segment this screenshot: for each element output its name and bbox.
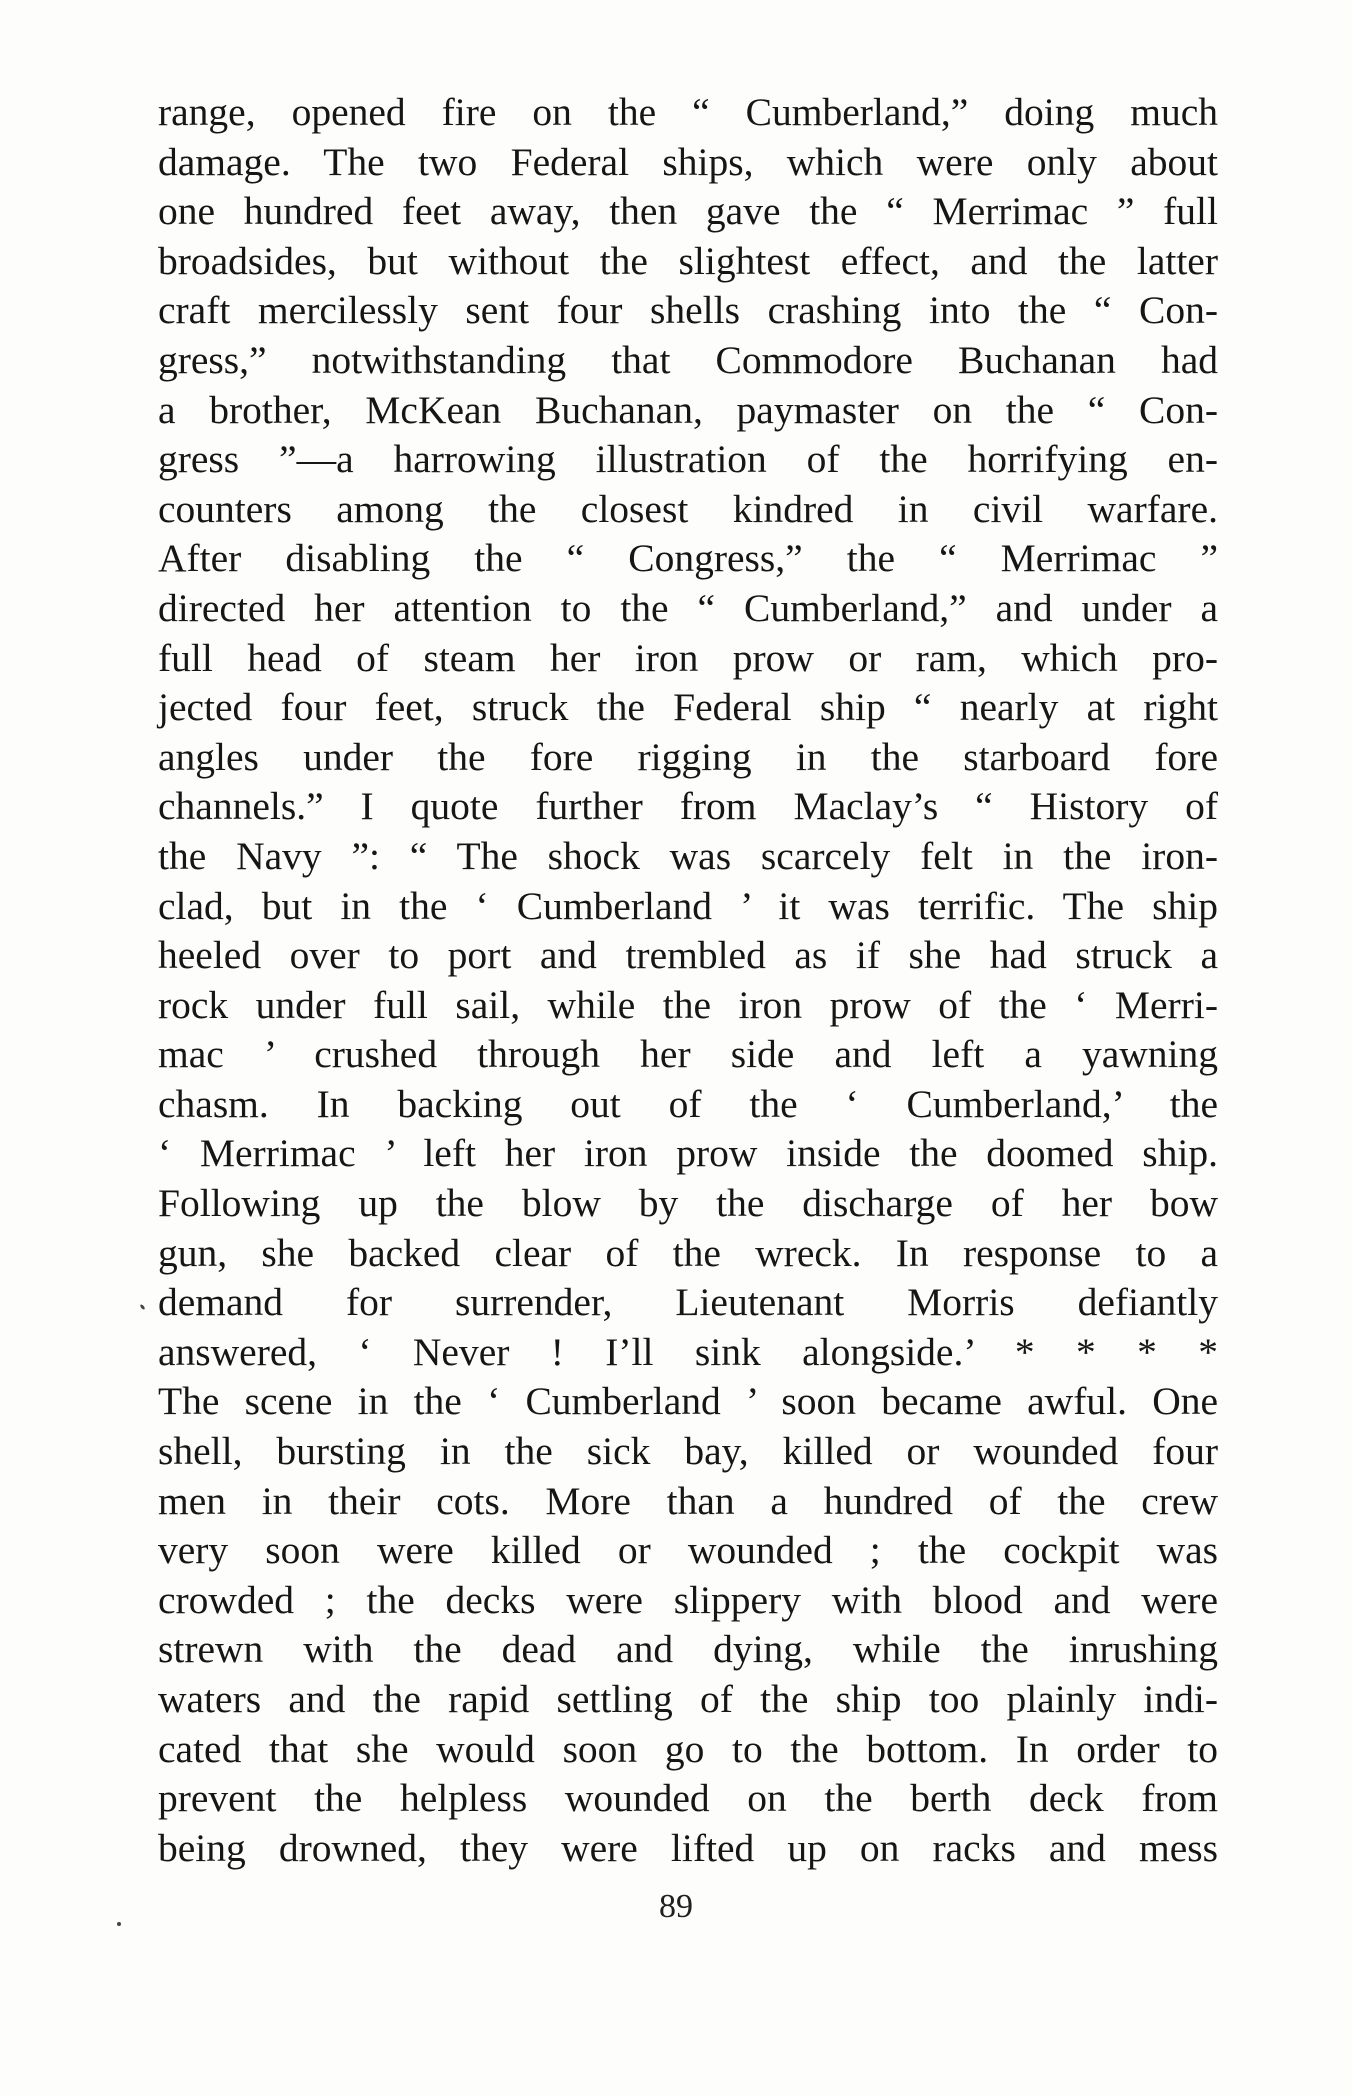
text-line: counters among the closest kindred in civil warfare. [158,486,1218,531]
text-line: strewn with the dead and dying, while the inrushing [158,1627,1218,1672]
text-line: a brother, McKean Buchanan, paymaster on the “ Con- [158,387,1218,432]
text-line: broadsides, but without the slightest effect, and the latter [158,238,1218,283]
text-line: being drowned, they were lifted up on racks and mess [158,1825,1218,1870]
text-line: craft mercilessly sent four shells crashing into the “ Con- [158,288,1218,333]
text-line: range, opened fire on the “ Cumberland,” doing much [158,90,1218,134]
text-line: ‘ Merrimac ’ left her iron prow inside the doomed ship. [158,1131,1218,1176]
text-line: gress,” notwithstanding that Commodore Buchanan had [158,337,1218,382]
text-line: full head of steam her iron prow or ram, which pro- [158,635,1218,680]
text-line: channels.” I quote further from Maclay’s “ History of [158,784,1218,829]
text-line: gress ”—a harrowing illustration of the horrifying en- [158,437,1218,482]
print-speck [117,1922,121,1926]
text-line: After disabling the “ Congress,” the “ Merrimac ” [158,536,1218,581]
text-line: The scene in the ‘ Cumberland ’ soon became awful. One [158,1379,1218,1424]
text-line: cated that she would soon go to the bottom. In order to [158,1726,1218,1771]
text-line: mac ’ crushed through her side and left a yawning [158,1032,1218,1077]
print-speck [139,1304,145,1311]
text-line: men in their cots. More than a hundred of the crew [158,1478,1218,1523]
text-line: demand for surrender, Lieutenant Morris defiantly [158,1280,1218,1325]
text-line: Following up the blow by the discharge of her bow [158,1181,1218,1226]
text-line: directed her attention to the “ Cumberland,” and under a [158,585,1218,630]
text-line: chasm. In backing out of the ‘ Cumberland,’ the [158,1081,1218,1126]
text-line: clad, but in the ‘ Cumberland ’ it was terrific. The ship [158,883,1218,928]
page-number: 89 [659,1888,693,1925]
text-line: crowded ; the decks were slippery with blood and were [158,1577,1218,1622]
text-line: heeled over to port and trembled as if she had struck a [158,933,1218,978]
text-line: damage. The two Federal ships, which were only about [158,139,1218,184]
text-line: jected four feet, struck the Federal ship “ nearly at right [158,685,1218,730]
text-line: rock under full sail, while the iron prow of the ‘ Merri- [158,982,1218,1027]
text-line: the Navy ”: “ The shock was scarcely felt in the iron- [158,833,1218,878]
text-line: one hundred feet away, then gave the “ Merrimac ” full [158,189,1218,234]
text-line: answered, ‘ Never ! I’ll sink alongside.’ * * * * [158,1329,1218,1374]
text-line: gun, she backed clear of the wreck. In response to a [158,1230,1218,1275]
text-line: very soon were killed or wounded ; the cockpit was [158,1528,1218,1573]
text-line: angles under the fore rigging in the starboard fore [158,734,1218,779]
text-line: prevent the helpless wounded on the berth deck from [158,1776,1218,1821]
text-line: waters and the rapid settling of the ship too plainly indi- [158,1677,1218,1721]
text-line: shell, bursting in the sick bay, killed or wounded four [158,1429,1218,1474]
body-text [158,88,1218,1873]
